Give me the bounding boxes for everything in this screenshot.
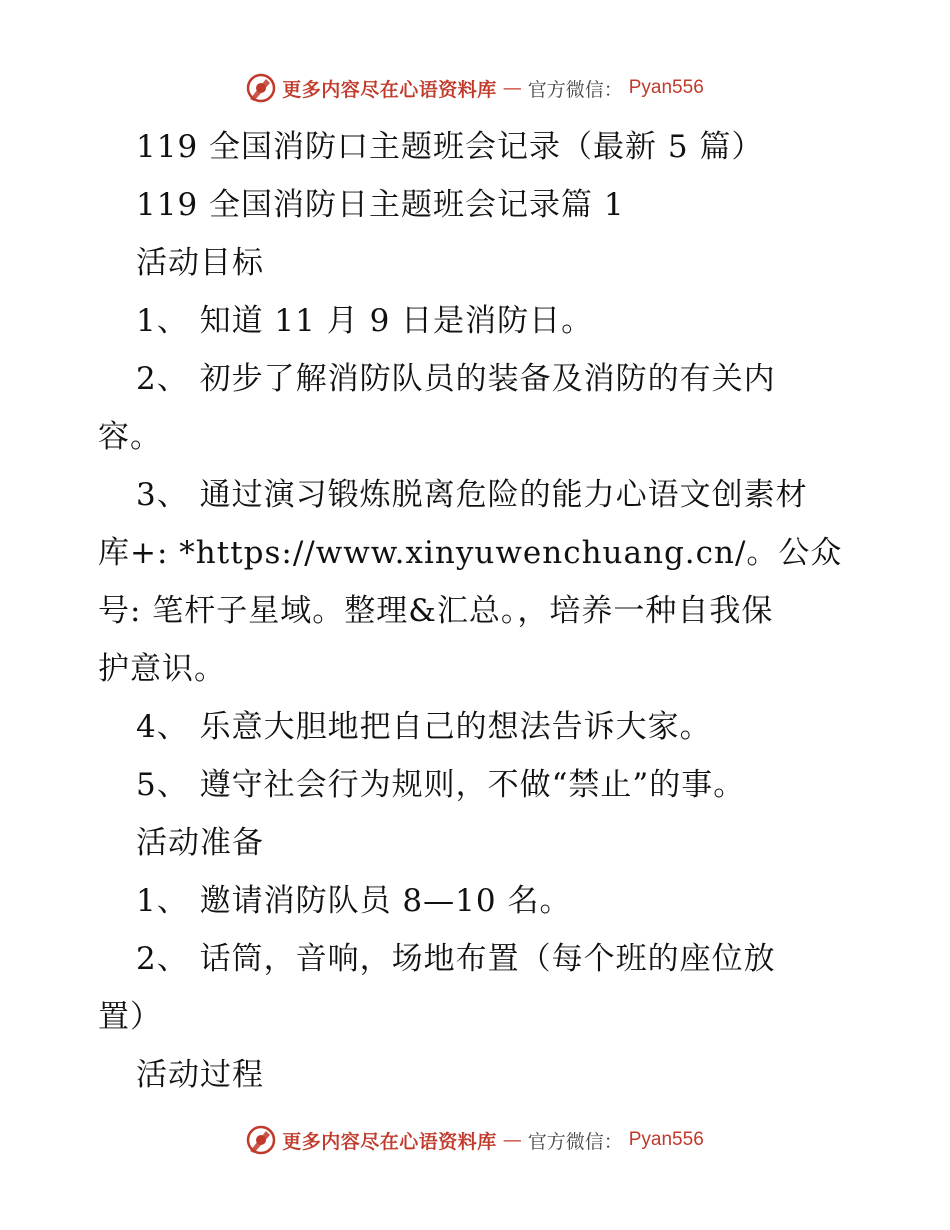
goal-item-continued: 号: 笔杆子星域。整理&汇总。，培养一种自我保 (98, 593, 774, 629)
banner-site-name: 更多内容尽在心语资料库 (282, 78, 497, 101)
goal-item: 1、 知道 11 月 9 日是消防日。 (136, 303, 594, 339)
document-title: 119 全国消防口主题班会记录（最新 5 篇） (136, 129, 764, 165)
logo-icon (246, 73, 276, 103)
header-banner (0, 68, 950, 108)
banner-wechat-id: Pyan556 (628, 1129, 704, 1150)
logo-icon (246, 1125, 276, 1155)
document-body (98, 118, 858, 1104)
goal-item: 4、 乐意大胆地把自己的想法告诉大家。 (136, 709, 712, 745)
goal-item: 2、 初步了解消防队员的装备及消防的有关内 (136, 361, 776, 397)
footer-banner (0, 1120, 950, 1160)
section-title: 119 全国消防日主题班会记录篇 1 (136, 187, 625, 223)
goal-item: 3、 通过演习锻炼脱离危险的能力心语文创素材 (136, 477, 808, 513)
banner-site-name: 更多内容尽在心语资料库 (282, 1130, 497, 1153)
goal-item-continued: 容。 (98, 419, 162, 455)
preparation-item: 2、 话筒，音响，场地布置（每个班的座位放 (136, 941, 776, 977)
heading-goals: 活动目标 (136, 245, 264, 281)
banner-wechat-label: 官方微信： (527, 1130, 623, 1153)
goal-item-continued: 护意识。 (98, 651, 226, 687)
banner-wechat-label: 官方微信： (527, 78, 623, 101)
heading-process: 活动过程 (136, 1057, 264, 1093)
goal-item: 5、 遵守社会行为规则，不做“禁止”的事。 (136, 767, 746, 803)
banner-separator: — (502, 77, 522, 99)
banner-wechat-id: Pyan556 (628, 77, 704, 98)
heading-preparation: 活动准备 (136, 825, 264, 861)
preparation-item: 1、 邀请消防队员 8—10 名。 (136, 883, 572, 919)
preparation-item-continued: 置） (98, 999, 162, 1035)
goal-item-continued: 库+: *https://www.xinyuwenchuang.cn/。公众 (98, 535, 843, 571)
banner-separator: — (502, 1129, 522, 1151)
